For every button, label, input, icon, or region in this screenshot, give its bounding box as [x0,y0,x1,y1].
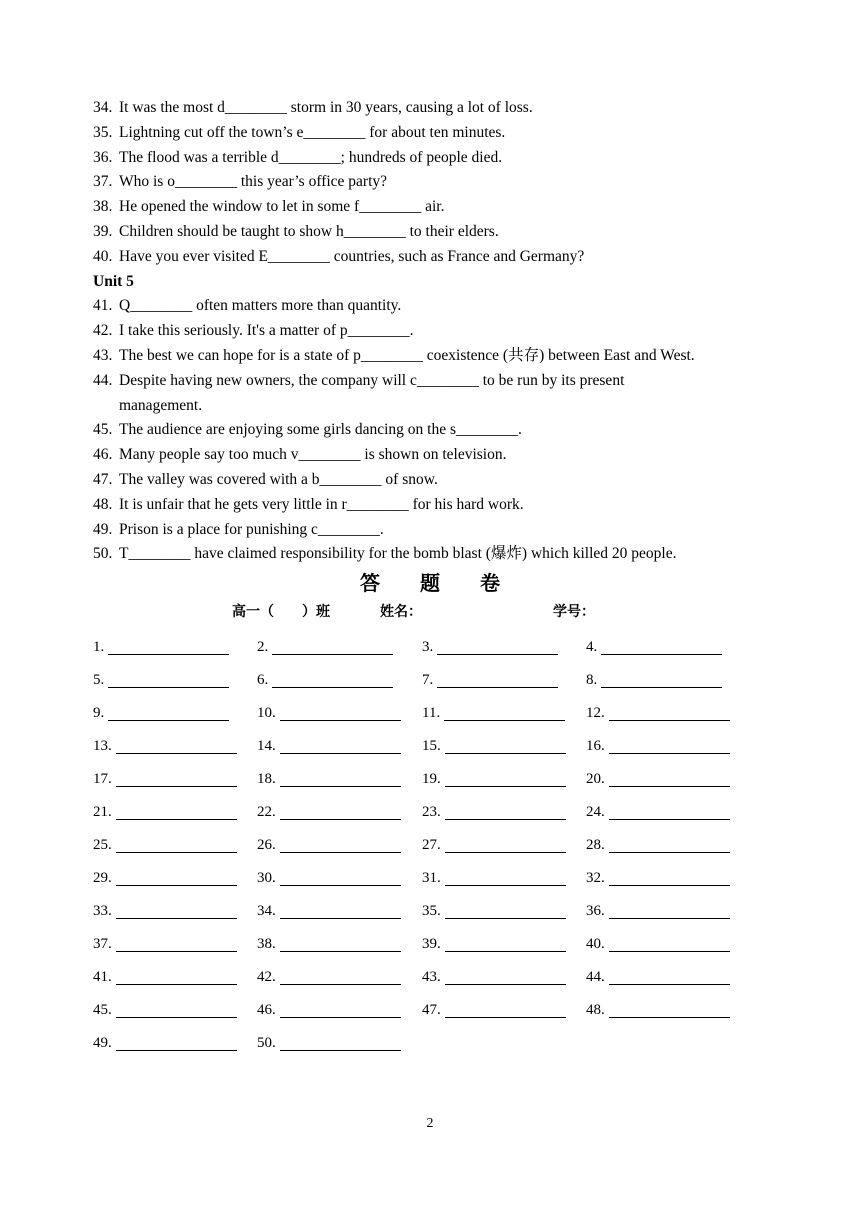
question-text: Who is o________ this year’s office party? [119,173,388,191]
answer-cell [93,636,229,658]
answer-cell [93,801,237,823]
answer-blank[interactable] [609,904,730,919]
answer-blank[interactable] [609,1003,730,1018]
question-item [93,468,793,493]
answer-blank[interactable] [609,871,730,886]
answer-number: 30. [257,869,276,886]
question-item [93,493,793,518]
answer-blank[interactable] [280,1036,401,1051]
answer-blank[interactable] [116,838,237,853]
question-item [93,245,793,270]
answer-blank[interactable] [272,640,393,655]
question-item [93,96,793,121]
question-item [93,146,793,171]
answer-cell [257,768,401,790]
question-number: 45. [93,421,113,439]
answer-cell [422,867,566,889]
answer-cell [586,867,730,889]
answer-row [93,1032,793,1065]
answer-number: 5. [93,671,105,688]
page-number: 2 [426,1116,434,1131]
answer-number: 11. [422,704,441,721]
answer-blank[interactable] [116,805,237,820]
question-item [93,319,793,344]
answer-cell [257,900,401,922]
answer-cell [586,900,730,922]
answer-cell [93,1032,237,1054]
answer-blank[interactable] [280,706,401,721]
answer-number: 47. [422,1001,441,1018]
answer-cell [422,801,566,823]
question-number: 42. [93,322,113,340]
answer-cell [422,834,566,856]
answer-row [93,768,793,801]
answer-number: 46. [257,1001,276,1018]
student-id-label: 学号： [553,604,595,620]
answer-cell [257,933,401,955]
question-number: 36. [93,148,113,166]
answer-blank[interactable] [609,706,730,721]
answer-number: 42. [257,968,276,985]
answer-row [93,933,793,966]
answer-number: 31. [422,869,441,886]
answer-blank[interactable] [445,904,566,919]
question-number: 40. [93,247,113,265]
question-number: 39. [93,222,113,240]
answer-row [93,636,793,669]
answer-cell [586,933,730,955]
answer-number: 18. [257,770,276,787]
answer-blank[interactable] [609,805,730,820]
unit-heading: Unit 5 [93,272,134,290]
answer-row [93,966,793,999]
answer-cell [93,966,237,988]
answer-number: 43. [422,968,441,985]
question-text: Prison is a place for punishing c________. [119,520,384,538]
answer-cell [586,966,730,988]
question-text: He opened the window to let in some f________ air. [119,198,445,216]
answer-cell [93,735,237,757]
question-text: The flood was a terrible d________; hundreds of people died. [119,148,503,166]
answer-cell [257,1032,401,1054]
answer-number: 32. [586,869,605,886]
answer-number: 23. [422,803,441,820]
answer-number: 27. [422,836,441,853]
answer-number: 21. [93,803,112,820]
answer-blank[interactable] [445,772,566,787]
answer-cell [586,768,730,790]
answer-number: 49. [93,1034,112,1051]
answer-number: 41. [93,968,112,985]
answer-cell [586,669,722,691]
answer-cell [257,966,401,988]
answer-cell [422,735,566,757]
answer-blank[interactable] [116,1036,237,1051]
answer-cell [257,801,401,823]
answer-number: 6. [257,671,269,688]
answer-cell [93,768,237,790]
question-number: 35. [93,123,113,141]
answer-number: 1. [93,638,105,655]
answer-number: 37. [93,935,112,952]
answer-cell [257,834,401,856]
question-text: It was the most d________ storm in 30 years, causing a lot of loss. [119,99,533,116]
answer-cell [257,702,401,724]
answer-row [93,999,793,1032]
answer-cell [257,636,393,658]
answer-blank[interactable] [601,640,722,655]
class-label: 高一（ ）班 [232,604,330,620]
question-item [93,418,793,443]
question-number: 38. [93,198,113,216]
answer-blank[interactable] [116,772,237,787]
answer-blank[interactable] [108,673,229,688]
question-text: T________ have claimed responsibility for the bomb blast (爆炸) which killed 20 people. [119,545,677,563]
answer-number: 2. [257,638,269,655]
answer-blank[interactable] [437,673,558,688]
answer-number: 13. [93,737,112,754]
answer-blank[interactable] [609,937,730,952]
answer-number: 19. [422,770,441,787]
question-text: I take this seriously. It's a matter of p________. [119,322,414,340]
answer-blank[interactable] [280,904,401,919]
answer-blank[interactable] [280,1003,401,1018]
answer-row [93,735,793,768]
question-item [93,195,793,220]
answer-grid [93,636,793,1065]
question-item [93,518,793,543]
answer-row [93,867,793,900]
answer-cell [422,636,558,658]
answer-number: 14. [257,737,276,754]
answer-blank[interactable] [445,838,566,853]
answer-number: 44. [586,968,605,985]
answer-blank[interactable] [272,673,393,688]
question-number: 43. [93,346,113,364]
question-number: 34. [93,99,113,116]
question-number: 50. [93,545,113,563]
answer-blank[interactable] [280,805,401,820]
question-number: 47. [93,470,113,488]
answer-cell [422,933,566,955]
question-number: 37. [93,173,113,191]
question-number: 48. [93,495,113,513]
answer-number: 24. [586,803,605,820]
answer-cell [93,933,237,955]
answer-number: 3. [422,638,434,655]
answer-cell [257,669,393,691]
answer-number: 35. [422,902,441,919]
answer-cell [93,999,237,1021]
answer-sheet-title: 答题卷 [360,571,540,595]
answer-blank[interactable] [445,871,566,886]
answer-row [93,669,793,702]
question-item [93,121,793,146]
answer-blank[interactable] [116,970,237,985]
answer-cell [586,735,730,757]
answer-blank[interactable] [437,640,558,655]
answer-blank[interactable] [280,937,401,952]
question-text: The best we can hope for is a state of p________ coexistence (共存) between East and West. [119,346,695,364]
answer-blank[interactable] [116,1003,237,1018]
answer-cell [257,735,401,757]
question-item [93,344,793,369]
answer-number: 28. [586,836,605,853]
answer-blank[interactable] [116,937,237,952]
answer-blank[interactable] [609,772,730,787]
answer-blank[interactable] [116,904,237,919]
answer-number: 16. [586,737,605,754]
answer-number: 17. [93,770,112,787]
answer-cell [93,669,229,691]
answer-number: 38. [257,935,276,952]
answer-cell [93,834,237,856]
answer-cell [257,867,401,889]
answer-row [93,702,793,735]
answer-number: 50. [257,1034,276,1051]
answer-number: 36. [586,902,605,919]
question-number: 41. [93,297,113,315]
answer-number: 29. [93,869,112,886]
answer-number: 22. [257,803,276,820]
question-item [93,220,793,245]
answer-blank[interactable] [280,772,401,787]
answer-blank[interactable] [445,739,566,754]
question-text: Children should be taught to show h________ to their elders. [119,222,499,240]
answer-cell [422,768,566,790]
answer-number: 7. [422,671,434,688]
answer-blank[interactable] [445,1003,566,1018]
answer-number: 9. [93,704,105,721]
question-number: 49. [93,520,113,538]
question-item [93,170,793,195]
question-text: Have you ever visited E________ countries, such as France and Germany? [119,247,585,265]
question-text: The audience are enjoying some girls dancing on the s________. [119,421,522,439]
answer-cell [586,834,730,856]
answer-blank[interactable] [280,970,401,985]
answer-cell [93,867,237,889]
answer-blank[interactable] [445,937,566,952]
answer-cell [422,900,566,922]
question-item [93,542,793,567]
question-text: Lightning cut off the town’s e________ for about ten minutes. [119,123,506,141]
answer-blank[interactable] [445,805,566,820]
answer-number: 10. [257,704,276,721]
answer-number: 25. [93,836,112,853]
answer-cell [93,900,237,922]
answer-blank[interactable] [445,970,566,985]
question-text: It is unfair that he gets very little in r________ for his hard work. [119,495,524,513]
answer-cell [586,702,730,724]
answer-number: 4. [586,638,598,655]
question-number: 46. [93,446,113,464]
answer-cell [422,702,565,724]
answer-blank[interactable] [601,673,722,688]
answer-blank[interactable] [116,739,237,754]
answer-cell [422,669,558,691]
answer-number: 15. [422,737,441,754]
answer-row [93,900,793,933]
question-text: Many people say too much v________ is shown on television. [119,446,507,464]
question-item [93,369,793,419]
answer-cell [422,999,566,1021]
answer-number: 39. [422,935,441,952]
answer-row [93,801,793,834]
answer-number: 33. [93,902,112,919]
answer-blank[interactable] [444,706,565,721]
question-list [93,96,793,567]
answer-number: 48. [586,1001,605,1018]
answer-number: 45. [93,1001,112,1018]
question-text: Despite having new owners, the company will c________ to be run by its present management. [119,371,625,414]
answer-cell [586,636,722,658]
answer-number: 12. [586,704,605,721]
answer-number: 40. [586,935,605,952]
answer-blank[interactable] [280,838,401,853]
answer-blank[interactable] [609,739,730,754]
answer-cell [422,966,566,988]
question-number: 44. [93,371,113,389]
question-text: Q________ often matters more than quantity. [119,297,402,315]
answer-cell [586,999,730,1021]
answer-blank[interactable] [108,706,229,721]
answer-blank[interactable] [280,871,401,886]
answer-cell [586,801,730,823]
answer-number: 26. [257,836,276,853]
answer-blank[interactable] [108,640,229,655]
question-item [93,294,793,319]
answer-number: 20. [586,770,605,787]
answer-blank[interactable] [609,838,730,853]
question-text: The valley was covered with a b________ of snow. [119,470,438,488]
question-item [93,443,793,468]
answer-number: 34. [257,902,276,919]
answer-blank[interactable] [116,871,237,886]
answer-row [93,834,793,867]
name-label: 姓名： [380,604,422,620]
answer-blank[interactable] [280,739,401,754]
answer-blank[interactable] [609,970,730,985]
answer-number: 8. [586,671,598,688]
answer-cell [257,999,401,1021]
answer-cell [93,702,229,724]
